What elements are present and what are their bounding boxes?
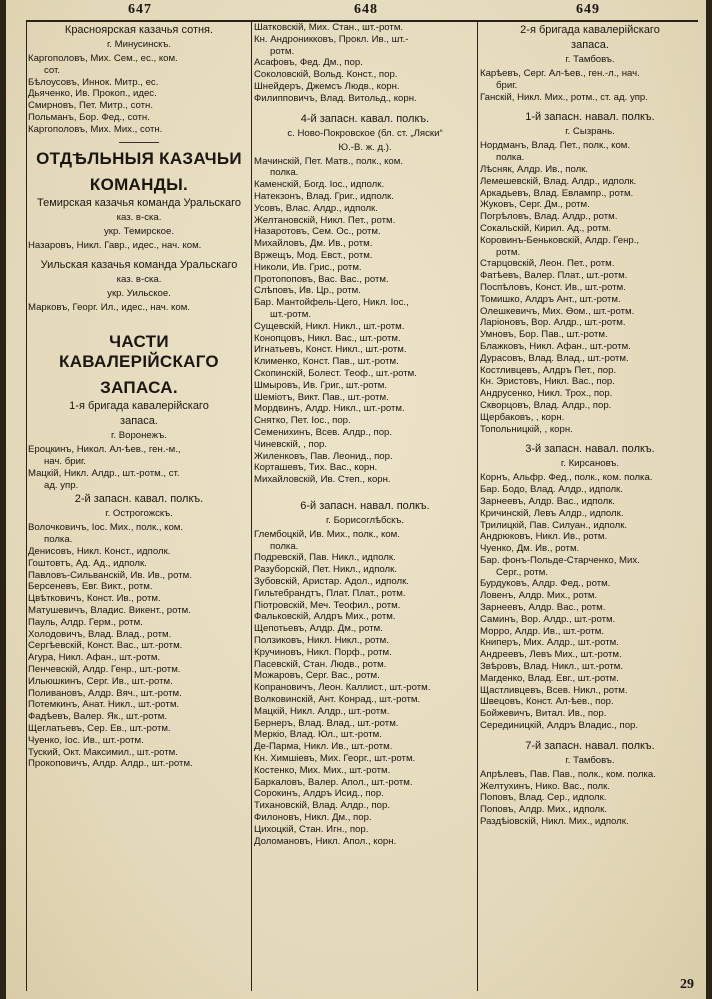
directory-entry: Филоновъ, Никл. Дм., пор. <box>254 812 372 824</box>
directory-entry: Меркіо, Влад. Юл., шт.-ротм. <box>254 729 382 741</box>
directory-entry: Морро, Алдр. Ив., шт.-ротм. <box>480 625 605 637</box>
location-line: каз. в-ска. <box>116 211 162 223</box>
directory-entry: Каргополовъ, Мих. Сем., ес., ком. <box>28 53 178 64</box>
directory-entry: Щербаковъ, , корн. <box>480 411 565 423</box>
directory-entry: Бар. фонъ-Польде-Старченко, Мих. <box>480 554 640 566</box>
directory-entry: Ганскій, Никл. Мих., ротм., ст. ад. упр. <box>480 91 648 103</box>
directory-entry: Смирновъ, Пет. Митр., сотн. <box>28 100 153 112</box>
directory-entry: Клименко, Конст. Пав., шт.-ротм. <box>254 356 399 368</box>
directory-entry: Назаротовъ, Сем. Ос., ротм. <box>254 226 381 238</box>
directory-entry: Семенихинъ, Всев. Алдр., пор. <box>254 426 393 438</box>
directory-entry: Трилицкій, Пав. Силуан., идполк. <box>480 519 628 531</box>
directory-entry: Поливановъ, Алдр. Вяч., шт.-ротм. <box>28 687 182 699</box>
directory-entry: Шеміотъ, Викт. Пав., шт.-ротм. <box>254 391 389 403</box>
directory-entry: Пауль, Алдр. Герм., ротм. <box>28 616 143 628</box>
directory-entry: Конопцовъ, Никл. Вас., шт.-ротм. <box>254 332 401 344</box>
directory-entry: Матушевичъ, Владис. Викент., ротм. <box>28 604 191 616</box>
directory-entry: Зарнеевъ, Алдр. Вас., идполк. <box>480 495 616 507</box>
entry-continuation: нач. бриг. <box>44 455 86 467</box>
spacer <box>480 732 700 738</box>
directory-entry: Гильтебрандтъ, Плат. Плат., ротм. <box>254 587 406 599</box>
directory-entry: Можаровъ, Серг. Вас., ротм. <box>254 670 380 682</box>
directory-entry: Шатковскій, Мих. Стан., шт.-ротм. <box>254 22 404 33</box>
entry-continuation: сот. <box>44 64 61 76</box>
directory-entry: Слѣповъ, Ив. Цр., ротм. <box>254 285 361 297</box>
directory-entry: Мацкій, Никл. Алдр., шт.-ротм., ст. <box>28 467 180 479</box>
directory-entry: Костливцевъ, Алдръ Пет., пор. <box>480 364 617 376</box>
directory-entry: Магденко, Влад. Евг., шт.-ротм. <box>480 672 619 684</box>
directory-entry: Корнъ, Альфр. Фед., полк., ком. полка. <box>480 472 653 484</box>
directory-entry: Пасевскій, Стан. Людв., ротм. <box>254 658 387 670</box>
directory-entry: Сорокинъ, Алдръ Исид., пор. <box>254 788 384 800</box>
directory-entry: Поповъ, Алдр. Мих., идполк. <box>480 804 608 816</box>
section-title: Уильская казачья команда Уральскаго <box>40 259 238 272</box>
directory-entry: Книперъ, Мих. Алдр., шт.-ротм. <box>480 637 619 649</box>
location-line: Ю.-В. ж. д.). <box>338 141 392 153</box>
directory-entry: Бернеръ, Влад. Влад., шт.-ротм. <box>254 717 399 729</box>
directory-entry: Сокальскій, Кирил. Ад., ротм. <box>480 222 612 234</box>
column-3 <box>480 22 700 828</box>
section-title: 4-й запасн. кавал. полкъ. <box>300 112 430 125</box>
location-line: г. Тамбовъ. <box>565 54 615 65</box>
directory-entry: Желтухинъ, Нико. Вас., полк. <box>480 780 611 792</box>
directory-entry: Лѣсняк, Алдр. Ив., полк. <box>480 163 589 175</box>
directory-entry: Сергѣевскій, Конст. Вас., шт.-ротм. <box>28 640 183 652</box>
location-line: укр. Уильское. <box>107 288 171 300</box>
directory-entry: Чуенко, Іос. Ив., шт.-ротм. <box>28 734 144 746</box>
entry-continuation: ад. упр. <box>44 479 79 491</box>
directory-entry: Кричинскій, Левъ Алдр., идполк. <box>480 507 624 519</box>
location-line: г. Сызрань. <box>565 126 615 138</box>
directory-entry: Корташевъ, Тих. Вас., корн. <box>254 462 378 474</box>
directory-entry: Жуковъ, Серг. Дм., ротм. <box>480 199 590 211</box>
directory-entry: Марковъ, Георг. Ил., идес., нач. ком. <box>28 302 190 314</box>
entry-continuation: полка. <box>496 152 525 164</box>
directory-entry: Кручиновъ, Никл. Порф., ротм. <box>254 646 392 658</box>
directory-entry: Умновъ, Бор. Пав., шт.-ротм. <box>480 329 608 341</box>
directory-entry: Тихановскій, Влад. Алдр., пор. <box>254 800 390 812</box>
column-rule-left <box>26 20 27 991</box>
directory-entry: Ларіоновъ, Вор. Алдр., шт.-ротм. <box>480 317 626 329</box>
entry-continuation: полка. <box>44 534 73 546</box>
section-title: 1-й запасн. навал. полкъ. <box>525 111 655 124</box>
directory-entry: Кн. Эристовъ, Никл. Вас., пор. <box>480 376 615 388</box>
directory-entry: Михайловскій, Ив. Степ., корн. <box>254 474 391 486</box>
directory-entry: Денисовъ, Никл. Конст., идполк. <box>28 545 171 557</box>
directory-entry: Поповъ, Влад. Сер., идполк. <box>480 792 607 804</box>
directory-entry: Шмыровъ, Ив. Григ., шт.-ротм. <box>254 379 388 391</box>
directory-entry: Кн. Химшіевъ, Мих. Георг., шт.-ротм. <box>254 753 416 765</box>
part-heading: ЗАПАСА. <box>100 378 178 398</box>
directory-entry: Потемкинъ, Анат. Никл., шт.-ротм. <box>28 699 180 711</box>
directory-entry: Коровинъ-Беньковскій, Алдр. Генр., <box>480 234 640 246</box>
directory-entry: Карѣевъ, Серг. Ал-ѣев., ген.-л., нач. <box>480 68 640 79</box>
spacer <box>254 105 476 111</box>
directory-entry: Жиленковъ, Пав. Леонид., пор. <box>254 450 393 462</box>
directory-entry: Мордвинъ, Алдр. Никл., шт.-ротм. <box>254 403 405 415</box>
directory-entry: Николи, Ив. Грис., ротм. <box>254 261 362 273</box>
directory-entry: Швецовъ, Конст. Ал-ѣев., пор. <box>480 696 614 708</box>
directory-entry: Протопоповъ, Вас. Вас., ротм. <box>254 273 389 285</box>
directory-entry: Подревскій, Пав. Никл., идполк. <box>254 552 396 564</box>
directory-entry: Сущевскій, Никл. Никл., шт.-ротм. <box>254 320 405 332</box>
directory-entry: Бѣлоусовъ, Иннок. Митр., ес. <box>28 76 159 88</box>
directory-entry: Чуенко, Дм. Ив., ротм. <box>480 543 580 555</box>
directory-entry: Топольницкій, , корн. <box>480 423 573 435</box>
directory-entry: Скворцовъ, Влад. Алдр., пор. <box>480 399 612 411</box>
directory-entry: Волочковичъ, Іос. Мих., полк., ком. <box>28 522 184 534</box>
directory-entry: Щастливцевъ, Всев. Никл., ротм. <box>480 684 628 696</box>
column-rule-1 <box>251 20 252 991</box>
directory-entry: Звѣровъ, Влад. Никл., шт.-ротм. <box>480 661 623 673</box>
directory-entry: Де-Парма, Никл. Ив., шт.-ротм. <box>254 741 393 753</box>
location-line: г. Воронежъ. <box>111 430 167 442</box>
directory-entry: Лемешевскій, Влад. Алдр., идполк. <box>480 175 637 187</box>
location-line: г. Острогожскъ. <box>105 508 173 520</box>
part-heading: ОТДѢЛЬНЫЯ КАЗАЧЬИ <box>36 148 242 168</box>
directory-entry: Поспѣловъ, Конст. Ив., шт.-ротм. <box>480 281 626 293</box>
section-title: 1-я бригада кавалерійскаго <box>69 400 209 413</box>
entry-continuation: ротм. <box>270 45 295 57</box>
directory-entry: Щеглатьевъ, Сер. Ев., шт.-ротм. <box>28 722 171 734</box>
directory-entry: Аркадьевъ, Влад. Евлампр., ротм. <box>480 187 634 199</box>
directory-entry: Ловенъ, Алдр. Мих., ротм. <box>480 590 598 602</box>
spacer <box>28 251 250 257</box>
directory-entry: Асафовъ, Фед. Дм., пор. <box>254 57 363 69</box>
directory-entry: Саминъ, Вор. Алдр., шт.-ротм. <box>480 613 616 625</box>
divider <box>119 142 159 143</box>
directory-entry: Прокоповичъ, Алдр. Алдр., шт.-ротм. <box>28 758 193 770</box>
section-title: 3-й запасн. навал. полкъ. <box>525 443 655 456</box>
directory-entry: Волковинскій, Ант. Конрад., шт.-ротм. <box>254 694 421 706</box>
directory-entry: Андреевъ, Левъ Мих., шт.-ротм. <box>480 649 622 661</box>
location-line: укр. Темирское. <box>103 225 175 237</box>
directory-entry: Раздѣіовскій, Никл. Мих., идполк. <box>480 816 629 828</box>
directory-entry: Бар. Бодо, Влад. Алдр., идполк. <box>480 484 623 496</box>
directory-entry: Желтановскій, Никл. Пет., ротм. <box>254 214 396 226</box>
spacer <box>480 435 700 441</box>
section-title: 6-й запасн. навал. полкъ. <box>300 499 430 512</box>
section-title: запаса. <box>120 415 158 428</box>
section-title: Темирская казачья команда Уральскаго <box>36 196 241 209</box>
page-number-center: 648 <box>354 2 378 17</box>
directory-entry: Томишко, Алдръ Ант., шт.-ротм. <box>480 293 621 305</box>
spacer <box>480 103 700 109</box>
entry-continuation: Серг., ротм. <box>496 566 549 578</box>
directory-entry: Ероцкинъ, Никол. Ал-ѣев., ген.-м., <box>28 444 181 456</box>
entry-continuation: ротм. <box>496 246 521 258</box>
location-line: г. Тамбовъ. <box>565 754 615 766</box>
section-title: запаса. <box>571 39 609 51</box>
directory-entry: Снятко, Пет. Іос., пор. <box>254 415 351 427</box>
directory-entry: Фатѣевъ, Валер. Плат., шт.-ротм. <box>480 270 628 282</box>
directory-entry: Шнейдеръ, Джемсъ Людв., корн. <box>254 80 400 92</box>
directory-entry: Бойжевичъ, Витал. Ив., пор. <box>480 708 607 720</box>
directory-entry: Каменскій, Богд. Іос., идполк. <box>254 179 385 191</box>
directory-entry: Андрюковъ, Никл. Ив., ротм. <box>480 531 608 543</box>
directory-entry: Пенчевскій, Алдр. Генр., шт.-ротм. <box>28 663 181 675</box>
entry-continuation: шт.-ротм. <box>270 308 312 320</box>
directory-entry: Фальковскій, Алдръ Мих., ротм. <box>254 611 396 623</box>
directory-entry: Копрановичъ, Леон. Каллист., шт.-ротм. <box>254 682 431 694</box>
folio-number: 29 <box>680 977 694 992</box>
entry-continuation: бриг. <box>496 79 518 91</box>
directory-entry: Старцовскій, Леон. Пет., ротм. <box>480 258 615 270</box>
column-2 <box>254 22 476 847</box>
directory-entry: Каргополовъ, Мих. Мих., сотн. <box>28 123 163 135</box>
directory-entry: Зубовскій, Аристар. Адол., идполк. <box>254 576 409 588</box>
directory-entry: Филипповичъ, Влад. Витольд., корн. <box>254 92 417 104</box>
directory-entry: Баркаловъ, Валер. Апол., шт.-ротм. <box>254 776 413 788</box>
column-1 <box>28 22 250 770</box>
directory-entry: Бар. Мантойфель-Цего, Никл. Іос., <box>254 297 409 309</box>
directory-entry: Нордманъ, Влад. Пет., полк., ком. <box>480 140 631 152</box>
directory-entry: Зарнеевъ, Алдр. Вас., ротм. <box>480 602 606 614</box>
location-line: г. Минусинскъ. <box>106 39 172 50</box>
spacer <box>28 314 250 326</box>
directory-entry: Павловъ-Сильванскій, Ив. Ив., ротм. <box>28 569 192 581</box>
directory-entry: Гоштовтъ, Ад. Ад., идполк. <box>28 557 147 569</box>
directory-entry: Холодовичъ, Влад. Влад., ротм. <box>28 628 172 640</box>
column-rule-2 <box>477 20 478 991</box>
directory-entry: Погрѣловъ, Влад. Алдр., ротм. <box>480 211 618 223</box>
directory-entry: Натекзонъ, Влад. Григ., идполк. <box>254 190 394 202</box>
directory-entry: Піотровскій, Меч. Теофил., ротм. <box>254 599 401 611</box>
directory-entry: Блажковъ, Никл. Афан., шт.-ротм. <box>480 340 631 352</box>
directory-entry: Олешкевичъ, Мих. Ѳом., шт.-ротм. <box>480 305 635 317</box>
directory-entry: Михайловъ, Дм. Ив., ротм. <box>254 238 373 250</box>
directory-page <box>6 0 706 999</box>
spacer <box>254 486 476 498</box>
directory-entry: Дурасовъ, Влад. Влад., шт.-ротм. <box>480 352 629 364</box>
location-line: каз. в-ска. <box>116 274 162 286</box>
part-heading: ЧАСТИ КАВАЛЕРІЙСКАГО <box>59 332 219 372</box>
directory-entry: Андрусенко, Никл. Трох., пор. <box>480 388 613 400</box>
directory-entry: Бурдуковъ, Алдр. Фед., ротм. <box>480 578 611 590</box>
part-heading: КОМАНДЫ. <box>89 174 189 194</box>
directory-entry: Польманъ, Бор. Фед., сотн. <box>28 111 150 123</box>
entry-continuation: полка. <box>270 167 299 179</box>
page-number-left: 647 <box>128 2 152 17</box>
directory-entry: Ильюшкинъ, Серг. Ив., шт.-ротм. <box>28 675 173 687</box>
directory-entry: Усовъ, Влас. Алдр., идполк. <box>254 202 378 214</box>
directory-entry: Ползиковъ, Никл. Никл., ротм. <box>254 635 389 647</box>
directory-entry: Дьяченко, Ив. Прокоп., идес. <box>28 88 157 100</box>
directory-entry: Цвѣтковичъ, Конст. Ив., ротм. <box>28 593 161 605</box>
directory-entry: Назаровъ, Никл. Гавр., идес., нач. ком. <box>28 239 202 251</box>
directory-entry: Скопинскій, Болест. Теоф., шт.-ротм. <box>254 367 417 379</box>
directory-entry: Агура, Никл. Афан., шт.-ротм. <box>28 652 161 664</box>
directory-entry: Костенко, Мих. Мих., шт.-ротм. <box>254 764 391 776</box>
directory-entry: Чиневскій, , пор. <box>254 438 328 450</box>
location-line: с. Ново-Покровское (бл. ст. „Ляски“ <box>287 127 443 139</box>
directory-entry: Туский, Окт. Максимил., шт.-ротм. <box>28 746 178 758</box>
directory-entry: Доломановъ, Никл. Апол., корн. <box>254 835 397 847</box>
directory-entry: Соколовскій, Вольд. Конст., пор. <box>254 69 398 81</box>
section-title: 2-я бригада кавалерійскаго <box>520 24 660 36</box>
directory-entry: Вржещъ, Мод. Евст., ротм. <box>254 249 373 261</box>
entry-continuation: полка. <box>270 540 299 552</box>
directory-entry: Фадѣевъ, Валер. Як., шт.-ротм. <box>28 711 168 723</box>
directory-entry: Мачинскій, Пет. Матв., полк., ком. <box>254 155 403 167</box>
directory-entry: Игнатьевъ, Конст. Никл., шт.-ротм. <box>254 344 407 356</box>
directory-entry: Кн. Андроникковъ, Прокл. Ив., шт.- <box>254 33 409 45</box>
directory-entry: Глембоцкій, Ив. Мих., полк., ком. <box>254 528 400 540</box>
section-title: Красноярская казачья сотня. <box>64 24 214 36</box>
section-title: 2-й запасн. кавал. полкъ. <box>74 493 204 506</box>
location-line: г. Борисоглѣбскъ. <box>325 514 405 526</box>
directory-entry: Цихоцкій, Стан. Игн., пор. <box>254 823 369 835</box>
directory-entry: Мацкій, Никл. Алдр., шт.-ротм. <box>254 705 390 717</box>
directory-entry: Серединицкій, Алдръ Владис., пор. <box>480 720 639 732</box>
directory-entry: Берсеневъ, Евг. Викт., ротм. <box>28 581 153 593</box>
directory-entry: Щепотьевъ, Алдр. Дм., ротм. <box>254 623 383 635</box>
directory-entry: Разуборскій, Пет. Никл., идполк. <box>254 564 397 576</box>
directory-entry: Апрѣлевъ, Пав. Пав., полк., ком. полка. <box>480 768 656 780</box>
page-number-right: 649 <box>576 2 600 17</box>
location-line: г. Кирсановъ. <box>560 458 620 470</box>
section-title: 7-й запасн. навал. полкъ. <box>525 739 655 752</box>
